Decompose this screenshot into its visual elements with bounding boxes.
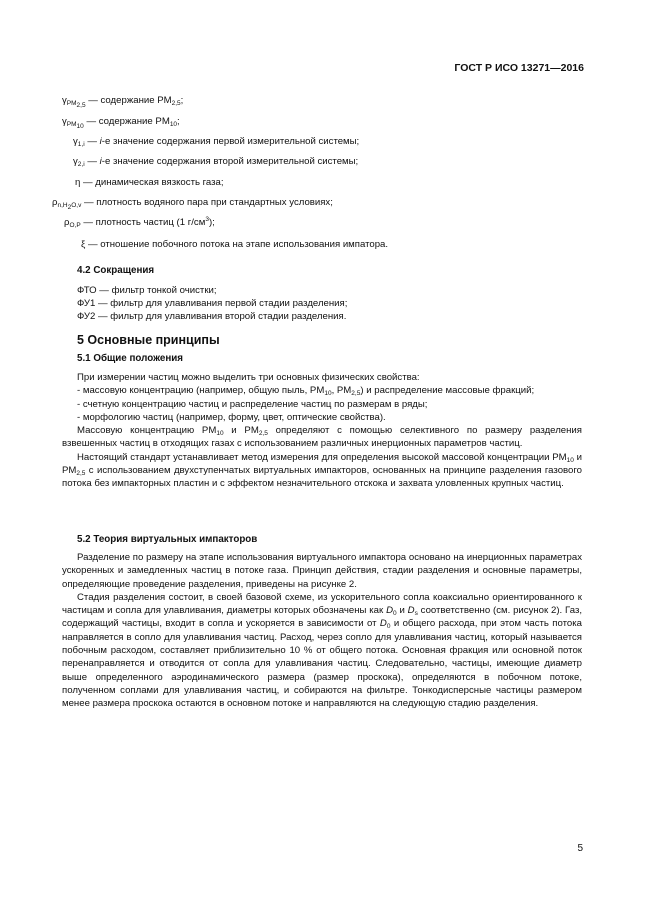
paragraph: Массовую концентрацию $PM_{10}$ и $PM_{2,5}$ определяют с помощью селективного по размеру разделения взвешенных частиц в отходящих газах с использованием различных инерционных параметров частиц. [62, 425, 582, 450]
abbr-fu2: ФУ2 — фильтр для улавливания второй стадии разделения. [77, 311, 347, 322]
symbol-rho-particle: $\rho_{O,P}$ — плотность частиц (1 $г/см^3$); [64, 216, 215, 229]
symbol-eta: η — динамическая вязкость газа; [75, 177, 224, 188]
section-5-1-body [62, 371, 582, 491]
symbol-rho-water: $\rho_{n,H_2O,v}$ — плотность водяного пара при стандартных условиях; [52, 197, 333, 211]
section-5-title: 5 Основные принципы [77, 333, 220, 347]
paragraph: Стадия разделения состоит, в своей базовой схеме, из ускорительного сопла коаксиально ориентированного к частицам и сопла для улавливания, диаметры которых обозначены как $D_0$ и $D_s$ соответственно (см. рисунок 2). Газ, содержащий частицы, входит в сопла и ускоряется в зависимости от $D_0$ и общего расхода, при этом часть потока направляется в сопло для улавливания частиц. Расход, через сопло для улавливания частиц, который называется побочным расходом, составляет приблизительно 10 % от общего потока. Основная фракция или основной поток перенаправляется и отводится от сопла для улавливания частиц. Следовательно, частицы, имеющие диаметр выше определенного аэродинамического размера (размер проскока), определяются в побочном потоке, полученном соплами для улавливания частиц, и собираются на фильтре. Тонкодисперсные частицы размером менее размера проскока остаются в основном потоке и направляются на следующую стадию разделения. [62, 591, 583, 710]
page-number: 5 [577, 843, 583, 854]
paragraph: - морфологию частиц (например, форму, цвет, оптические свойства). [77, 411, 386, 423]
section-4-2-title: 4.2 Сокращения [77, 265, 155, 276]
document-header: ГОСТ Р ИСО 13271—2016 [454, 62, 584, 74]
symbol-gamma-2i: $\gamma_{2,i}$ — i-е значение содержания второй измерительной системы; [73, 156, 359, 168]
paragraph: При измерении частиц можно выделить три основных физических свойства: [77, 372, 420, 383]
paragraph: Разделение по размеру на этапе использования виртуального импактора основано на инерционных параметрах ускоренных и замедленных частиц в потоке газа. Принцип действия, стадии разделения и основные параметры, определяющие проведение разделения, приведены на рисунке 2. [62, 552, 582, 590]
symbol-gamma-pm10: $\gamma_{PM_{10}}$ — содержание $PM_{10}$; [62, 116, 180, 130]
paragraph: Настоящий стандарт устанавливает метод измерения для определения высокой массовой концентрации $PM_{10}$ и $PM_{2,5}$ с использованием двухступенчатых виртуальных импакторов, основанных на принципе разделения газового потока без импакторных пластин и с эффектом незначительного отскока и захвата уловленных крупных частиц. [62, 451, 582, 490]
symbol-gamma-pm25: $\gamma_{PM_{2,5}}$ — содержание $PM_{2,5}$; [62, 95, 184, 109]
section-5-1-title: 5.1 Общие положения [77, 353, 184, 364]
abbr-fto: ФТО — фильтр тонкой очистки; [77, 285, 217, 296]
section-5-2-title: 5.2 Теория виртуальных импакторов [77, 534, 258, 545]
paragraph: - счетную концентрацию частиц и распределение частиц по размерам в ряды; [77, 398, 428, 410]
symbol-gamma-1i: $\gamma_{1,i}$ — i-е значение содержания первой измерительной системы; [73, 136, 360, 148]
symbol-xi: ξ — отношение побочного потока на этапе использования импатора. [81, 239, 389, 250]
abbr-fu1: ФУ1 — фильтр для улавливания первой стадии разделения; [77, 298, 348, 309]
section-5-2-body [62, 551, 582, 711]
paragraph: - массовую концентрацию (например, общую пыль, $PM_{10}$, $PM_{2,5}$) и распределение массовые фракций; [77, 385, 535, 398]
